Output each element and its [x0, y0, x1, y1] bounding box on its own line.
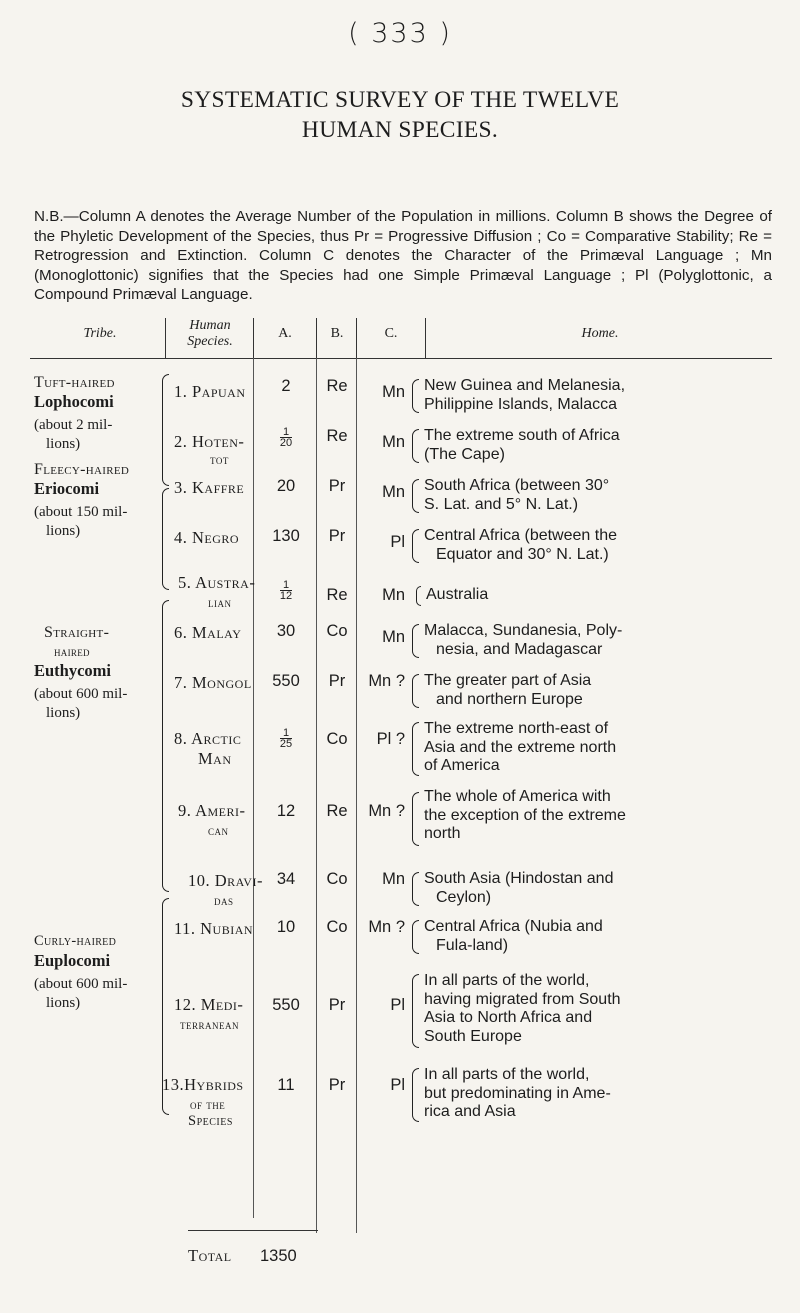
home-line: The extreme north-east of [424, 720, 609, 737]
column-c-value: Mn [382, 586, 405, 604]
species-name: 4. Negro [174, 528, 240, 547]
column-b-value: Co [326, 622, 348, 640]
home-line: The whole of America with [424, 788, 611, 805]
home-brace [412, 722, 419, 776]
species-name: 12. Medi- [174, 995, 244, 1014]
column-a-value: 34 [276, 870, 296, 888]
home-line: Equator and 30° N. Lat.) [436, 545, 609, 563]
column-a-value: 20 [276, 477, 296, 495]
tribe-name: Fleecy-haired [34, 461, 130, 478]
header-c: C. [384, 326, 398, 341]
home-line: In all parts of the world, [424, 972, 590, 989]
column-a-value: 130 [272, 527, 300, 545]
home-line: having migrated from South [424, 990, 621, 1008]
header-divider-home [425, 318, 426, 358]
home-line: north [424, 825, 461, 842]
column-c-value: Mn [382, 483, 405, 501]
column-c-value: Mn [382, 628, 405, 646]
column-b-value: Re [326, 427, 348, 445]
home-text [424, 870, 613, 907]
fraction [280, 580, 292, 601]
title-line-1: SYSTEMATIC SURVEY OF THE TWELVE [180, 87, 620, 113]
column-a-value: 30 [276, 622, 296, 640]
species-name-cont: terranean [180, 1017, 239, 1032]
home-line: Ceylon) [436, 888, 492, 906]
home-text [424, 672, 591, 709]
column-c-value: Mn ? [368, 802, 405, 820]
home-brace [412, 872, 419, 906]
column-b-value: Co [326, 918, 348, 936]
tribe-latin: Eriocomi [34, 479, 100, 498]
column-a-value [256, 427, 316, 448]
home-line: New Guinea and Melanesia, [424, 377, 626, 394]
home-text [424, 918, 603, 955]
species-name: 7. Mongol [174, 673, 252, 692]
species-name: 13.Hybrids [162, 1075, 244, 1094]
species-name: 11. Nubian [174, 919, 254, 938]
tribe-population-cont: lions) [46, 523, 81, 539]
home-line: The extreme south of Africa [424, 427, 620, 444]
tribe-euthycomi [34, 623, 127, 723]
species-name: 2. Hoten- [174, 432, 245, 451]
species-name: 5. Austra- [178, 573, 256, 592]
fraction [280, 427, 292, 448]
tribe-latin: Euplocomi [34, 951, 111, 970]
total-label: Total [188, 1246, 232, 1265]
header-underline [30, 358, 772, 359]
home-line: S. Lat. and 5° N. Lat.) [424, 495, 579, 513]
species-name: 6. Malay [174, 623, 242, 642]
home-brace [412, 379, 419, 413]
tribe-population-cont: lions) [46, 995, 81, 1011]
header-b: B. [330, 326, 344, 341]
column-b-value: Pr [328, 672, 346, 690]
column-a-value: 550 [272, 996, 300, 1014]
header-species-line1: Human [189, 318, 231, 333]
species-name-cont: of the [190, 1097, 226, 1112]
home-text [424, 527, 617, 564]
header-species [170, 318, 250, 350]
tribe-population-cont: lions) [46, 705, 81, 721]
home-line: Malacca, Sundanesia, Poly- [424, 622, 623, 639]
header-species-line2: Species. [187, 334, 233, 349]
fraction-numerator: 1 [282, 727, 290, 739]
home-text [424, 477, 609, 514]
home-brace [412, 920, 419, 954]
column-c-value: Mn [382, 383, 405, 401]
tribe-brace-eriocomi [162, 488, 169, 590]
fraction [280, 728, 292, 749]
species-name-cont-2: Species [188, 1113, 233, 1129]
home-line: In all parts of the world, [424, 1066, 590, 1083]
column-c-value: Pl ? [376, 730, 405, 748]
tribe-name: Straight- [44, 624, 110, 641]
home-text [424, 720, 616, 776]
home-line: South Africa (between 30° [424, 477, 610, 494]
home-line: Central Africa (Nubia and [424, 918, 603, 935]
tribe-name: Tuft-haired [34, 374, 115, 391]
home-line: and northern Europe [436, 690, 583, 708]
page-title [0, 85, 800, 145]
column-b-value: Pr [328, 996, 346, 1014]
home-brace [412, 792, 419, 846]
column-c-value: Mn [382, 870, 405, 888]
home-brace [412, 674, 419, 708]
home-text [424, 427, 620, 464]
species-name: 9. Ameri- [178, 801, 246, 820]
tribe-population: (about 600 mil- [34, 976, 128, 992]
column-b-value: Pr [328, 527, 346, 545]
column-a-value: 10 [276, 918, 296, 936]
column-b-value: Pr [328, 477, 346, 495]
home-line: Australia [426, 586, 489, 603]
header-divider-a [253, 318, 254, 358]
fraction-denominator: 20 [279, 437, 293, 449]
home-brace [412, 479, 419, 513]
page-number: ( 333 ) [348, 18, 452, 49]
home-brace [412, 974, 419, 1048]
home-brace [412, 624, 419, 658]
home-line: Asia and the extreme north [424, 738, 617, 756]
home-brace [412, 429, 419, 463]
column-rule-a [253, 358, 254, 1218]
home-line: rica and Asia [424, 1103, 516, 1120]
column-a-value [256, 728, 316, 749]
tribe-brace-lophocomi [162, 374, 169, 486]
home-text [424, 1066, 611, 1122]
home-line: Asia to North Africa and [424, 1009, 593, 1026]
column-a-value [256, 580, 316, 601]
tribe-latin: Lophocomi [34, 392, 114, 411]
home-line: (The Cape) [424, 445, 505, 463]
species-name-cont: Man [198, 749, 232, 768]
home-text [426, 586, 488, 605]
home-line: the exception of the extreme [424, 806, 626, 824]
column-b-value: Re [326, 586, 348, 604]
species-name: 3. Kaffre [174, 478, 245, 497]
column-b-value: Re [326, 802, 348, 820]
column-b-value: Co [326, 730, 348, 748]
species-name-cont: das [214, 893, 234, 908]
tribe-name-cont: haired [54, 644, 90, 659]
header-a: A. [278, 326, 292, 341]
explanatory-note: N.B.—Column A denotes the Average Number of the Population in millions. Column B shows the Degree of the Phyletic Development of the Species, thus Pr = Progressive Diffusion ; Co = Comparative Stability; Re = Retrogression and Extinction. Column C denotes the Character of the Primæval Language ; Mn (Monoglottonic) signifies that the Species had one Simple Primæval Language ; Pl (Polyglottonic, a Compound Primæval Language. [34, 208, 772, 303]
total-value: 1350 [260, 1247, 297, 1265]
fraction-numerator: 1 [282, 426, 290, 438]
species-name-cont: lian [208, 595, 232, 610]
column-b-value: Pr [328, 1076, 346, 1094]
tribe-population: (about 600 mil- [34, 686, 128, 702]
title-line-2: HUMAN SPECIES. [301, 117, 499, 143]
fraction-numerator: 1 [282, 579, 290, 591]
header-tribe: Tribe. [83, 326, 117, 341]
column-a-value: 2 [281, 377, 291, 395]
home-line: The greater part of Asia [424, 672, 592, 689]
fraction-denominator: 25 [279, 738, 293, 750]
tribe-population: (about 150 mil- [34, 504, 128, 520]
species-name: 10. Dravi- [188, 871, 263, 890]
home-line: nesia, and Madagascar [436, 640, 603, 658]
home-line: Philippine Islands, Malacca [424, 395, 617, 413]
home-brace [412, 1068, 419, 1122]
column-b-value: Re [326, 377, 348, 395]
home-brace [416, 586, 421, 606]
tribe-population: (about 2 mil- [34, 417, 113, 433]
home-brace [412, 529, 419, 563]
home-text [424, 788, 626, 844]
home-text [424, 622, 622, 659]
column-c-value: Mn ? [368, 672, 405, 690]
home-text [424, 972, 621, 1046]
home-line: of America [424, 757, 500, 774]
tribe-lophocomi [34, 373, 115, 454]
species-name-cont: tot [210, 452, 229, 467]
tribe-population-cont: lions) [46, 436, 81, 452]
header-home: Home. [581, 326, 619, 341]
tribe-brace-euthycomi [162, 600, 169, 892]
tribe-latin: Euthycomi [34, 661, 112, 680]
home-line: South Asia (Hindostan and [424, 870, 614, 887]
column-c-value: Pl [390, 1076, 405, 1094]
tribe-eriocomi [34, 460, 129, 541]
column-c-value: Mn ? [368, 918, 405, 936]
fraction-denominator: 12 [279, 590, 293, 602]
home-line: Fula-land) [436, 936, 509, 954]
home-line: South Europe [424, 1027, 522, 1045]
column-c-value: Pl [390, 533, 405, 551]
column-c-value: Pl [390, 996, 405, 1014]
home-line: Central Africa (between the [424, 527, 617, 544]
column-a-value: 11 [277, 1076, 295, 1094]
column-c-value: Mn [382, 433, 405, 451]
species-name-cont: can [208, 823, 229, 838]
home-text [424, 377, 625, 414]
tribe-euplocomi [34, 932, 127, 1013]
species-name: 1. Papuan [174, 382, 246, 401]
tribe-name: Curly-haired [34, 933, 117, 949]
column-b-value: Co [326, 870, 348, 888]
home-line: but predominating in Ame- [424, 1084, 611, 1102]
total-rule [188, 1230, 318, 1231]
column-a-value: 550 [272, 672, 300, 690]
species-name: 8. Arctic [174, 729, 242, 748]
column-a-value: 12 [276, 802, 296, 820]
header-divider-top [165, 318, 166, 358]
